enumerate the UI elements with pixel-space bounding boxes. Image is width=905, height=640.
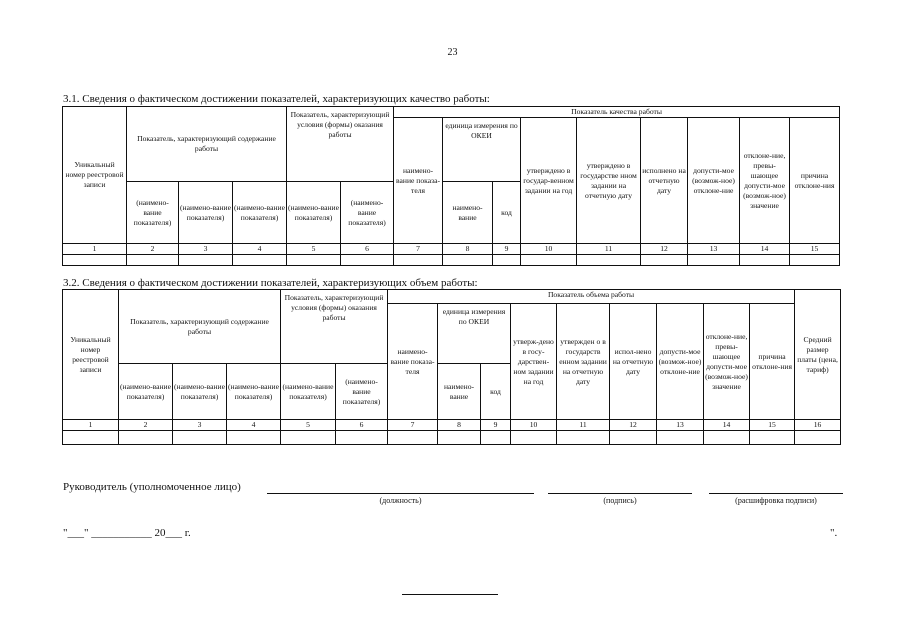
column-number: 10	[511, 420, 557, 431]
exceed-deviation-header: отклоне-ние, превы-шающее допусти-мое (возмож-ное) значение	[740, 118, 790, 244]
column-number: 2	[127, 244, 179, 255]
unit-code-header: код	[481, 364, 511, 420]
column-number: 12	[610, 420, 657, 431]
column-number: 13	[688, 244, 740, 255]
column-number: 11	[557, 420, 610, 431]
name-sub-header: (наимено-вание показателя)	[336, 364, 388, 420]
unique-number-header: Уникальный номер реестровой записи	[63, 290, 119, 420]
column-number: 1	[63, 244, 127, 255]
column-number: 14	[740, 244, 790, 255]
page-number: 23	[447, 47, 458, 58]
footnote-separator	[402, 594, 498, 595]
column-number: 4	[233, 244, 287, 255]
content-indicator-header: Показатель, характеризующий содержание работы	[127, 107, 287, 182]
quality-group-header: Показатель качества работы	[394, 107, 840, 118]
column-numbers-row	[63, 244, 840, 255]
content-indicator-header: Показатель, характеризующий содержание работы	[119, 290, 281, 364]
table-row	[63, 431, 841, 445]
reason-header: причина отклоне-ния	[750, 304, 795, 420]
column-numbers-row	[63, 420, 841, 431]
volume-group-header: Показатель объема работы	[388, 290, 795, 304]
allowed-deviation-header: допусти-мое (возмож-ное) отклоне-ние	[657, 304, 704, 420]
column-number: 15	[750, 420, 795, 431]
date-line: "___" ___________ 20___ г.	[63, 527, 191, 539]
name-sub-header: (наимено-вание показателя)	[227, 364, 281, 420]
name-sub-header: (наимено-вание показателя)	[233, 182, 287, 244]
column-number: 2	[119, 420, 173, 431]
decoding-line	[709, 493, 843, 494]
column-number: 6	[336, 420, 388, 431]
column-number: 7	[394, 244, 443, 255]
column-number: 8	[438, 420, 481, 431]
column-number: 11	[577, 244, 641, 255]
column-number: 4	[227, 420, 281, 431]
approved-year-header: утверж-дено в госу-дарствен-ном задании на год	[511, 304, 557, 420]
column-number: 3	[173, 420, 227, 431]
approved-year-header: утверждено в государ-венном задании на год	[521, 118, 577, 244]
fulfilled-header: испол-нено на отчетную дату	[610, 304, 657, 420]
column-number: 13	[657, 420, 704, 431]
name-sub-header: (наимено-вание показателя)	[281, 364, 336, 420]
volume-table	[62, 289, 841, 445]
conditions-indicator-header: Показатель, характеризующий условия (формы) оказания работы	[281, 290, 388, 364]
column-number: 10	[521, 244, 577, 255]
unit-header: единица измерения по ОКЕИ	[438, 304, 511, 364]
signature-caption: (подпись)	[603, 496, 637, 505]
unit-code-header: код	[493, 182, 521, 244]
unit-name-header: наимено-вание	[443, 182, 493, 244]
name-sub-header: (наимено-вание показателя)	[127, 182, 179, 244]
name-sub-header: (наимено-вание показателя)	[173, 364, 227, 420]
signature-line	[548, 493, 692, 494]
approved-date-header: утверждено в государстве нном задании на отчетную дату	[577, 118, 641, 244]
quality-table	[62, 106, 840, 266]
head-label: Руководитель (уполномоченное лицо)	[63, 481, 241, 493]
approved-date-header: утвержден о в государств енном задании на отчетную дату	[557, 304, 610, 420]
column-number: 6	[341, 244, 394, 255]
column-number: 9	[493, 244, 521, 255]
unit-name-header: наимено-вание	[438, 364, 481, 420]
allowed-deviation-header: допусти-мое (возмож-ное) отклоне-ние	[688, 118, 740, 244]
column-number: 5	[287, 244, 341, 255]
position-caption: (должность)	[379, 496, 422, 505]
section2-title: 3.2. Сведения о фактическом достижении показателей, характеризующих объем работы:	[63, 277, 478, 289]
column-number: 7	[388, 420, 438, 431]
column-number: 12	[641, 244, 688, 255]
column-number: 8	[443, 244, 493, 255]
unique-number-header: Уникальный номер реестровой записи	[63, 107, 127, 244]
indicator-name-header: наимено-вание показа-теля	[394, 118, 443, 244]
table-row	[63, 255, 840, 266]
position-line	[267, 493, 534, 494]
decoding-caption: (расшифровка подписи)	[735, 496, 817, 505]
reason-header: причина отклоне-ния	[790, 118, 840, 244]
avg-fee-header: Средний размер платы (цена, тариф)	[795, 290, 841, 420]
column-number: 15	[790, 244, 840, 255]
name-sub-header: (наимено-вание показателя)	[341, 182, 394, 244]
column-number: 16	[795, 420, 841, 431]
name-sub-header: (наимено-вание показателя)	[287, 182, 341, 244]
closing-quote: ".	[830, 527, 838, 539]
column-number: 3	[179, 244, 233, 255]
unit-header: единица измерения по ОКЕИ	[443, 118, 521, 182]
section1-title: 3.1. Сведения о фактическом достижении показателей, характеризующих качество работы:	[63, 93, 490, 105]
indicator-name-header: наимено-вание показа-теля	[388, 304, 438, 420]
column-number: 14	[704, 420, 750, 431]
exceed-deviation-header: отклоне-ние, превы-шающее допусти-мое (возмож-ное) значение	[704, 304, 750, 420]
fulfilled-header: исполнено на отчетную дату	[641, 118, 688, 244]
column-number: 9	[481, 420, 511, 431]
name-sub-header: (наимено-вание показателя)	[179, 182, 233, 244]
conditions-indicator-header: Показатель, характеризующий условия (формы) оказания работы	[287, 107, 394, 182]
column-number: 5	[281, 420, 336, 431]
column-number: 1	[63, 420, 119, 431]
name-sub-header: (наимено-вание показателя)	[119, 364, 173, 420]
